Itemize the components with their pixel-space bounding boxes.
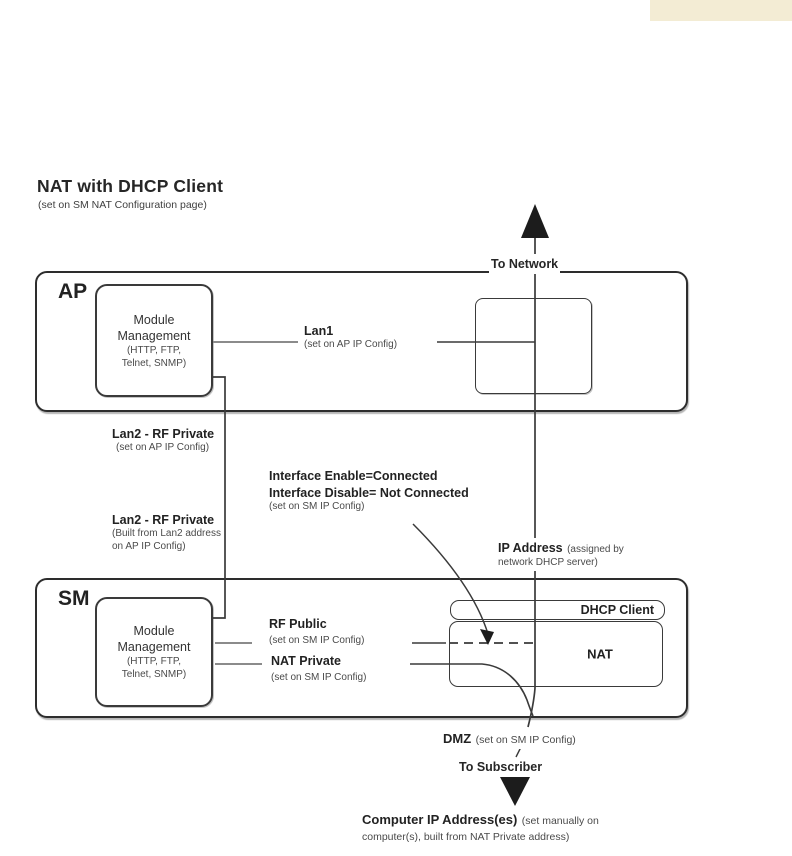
lan2-lower-label [110, 512, 223, 554]
nat-label: NAT [587, 646, 613, 662]
lan1-title: Lan1 [304, 324, 334, 338]
lan2-lower-sub2: on AP IP Config) [112, 540, 186, 552]
sm-module-management-box [95, 597, 213, 707]
sm-module-line4: Telnet, SNMP) [121, 669, 187, 680]
nat-box [449, 621, 663, 687]
ap-module-line2: Management [117, 328, 191, 343]
page-corner-highlight [650, 0, 792, 21]
sm-module-line3: (HTTP, FTP, [126, 656, 182, 667]
sm-label: SM [58, 587, 90, 610]
dhcp-client-label: DHCP Client [580, 603, 654, 617]
nat-private-label [271, 654, 366, 685]
lan2-lower-title: Lan2 - RF Private [112, 513, 215, 527]
rf-public-label [269, 617, 364, 648]
rf-public-sub: (set on SM IP Config) [269, 635, 365, 646]
lan1-sub: (set on AP IP Config) [304, 339, 398, 350]
ap-module-line3: (HTTP, FTP, [126, 344, 182, 356]
dhcp-client-box [450, 600, 665, 620]
nat-private-sub: (set on SM IP Config) [271, 672, 367, 683]
lan2-upper-sub: (set on AP IP Config) [116, 442, 210, 453]
dmz-label [441, 729, 578, 749]
ip-address-sub2: network DHCP server) [498, 557, 598, 568]
nat-private-title: NAT Private [271, 654, 341, 668]
ip-address-title: IP Address [498, 541, 563, 555]
ap-module-management-box [95, 284, 213, 397]
ap-port-box [475, 298, 592, 394]
computer-ip-sub2: computer(s), built from NAT Private address) [362, 831, 570, 843]
lan2-upper-title: Lan2 - RF Private [112, 427, 215, 441]
sm-module-line2: Management [117, 640, 191, 654]
lan2-upper-label [112, 427, 214, 455]
rf-public-title: RF Public [269, 617, 327, 631]
interface-note-line2: Interface Disable= Not Connected [269, 485, 469, 500]
diagram-title: NAT with DHCP Client [37, 176, 224, 196]
computer-ip-title: Computer IP Address(es) [362, 812, 518, 827]
ap-module-line1: Module [133, 312, 175, 327]
computer-ip-sub1: (set manually on [521, 815, 599, 827]
computer-ip-label [362, 811, 599, 844]
interface-note-label [269, 468, 469, 514]
ip-address-label [496, 538, 626, 571]
lan2-lower-sub1: (Built from Lan2 address [112, 528, 221, 539]
lan1-label [304, 324, 397, 352]
diagram-subtitle: (set on SM NAT Configuration page) [38, 199, 207, 211]
ap-label: AP [58, 280, 88, 303]
ip-address-sub1: (assigned by [567, 544, 624, 555]
to-subscriber-label: To Subscriber [459, 760, 543, 774]
interface-note-sub: (set on SM IP Config) [269, 501, 365, 512]
dmz-title: DMZ [443, 731, 472, 746]
dmz-sub: (set on SM IP Config) [475, 734, 576, 746]
to-network-label: To Network [489, 254, 560, 274]
to-subscriber-arrow-icon [500, 777, 530, 806]
sm-module-line1: Module [133, 624, 175, 638]
ap-module-line4: Telnet, SNMP) [121, 357, 187, 369]
interface-note-line1: Interface Enable=Connected [269, 469, 438, 483]
to-network-arrow-icon [521, 204, 549, 238]
